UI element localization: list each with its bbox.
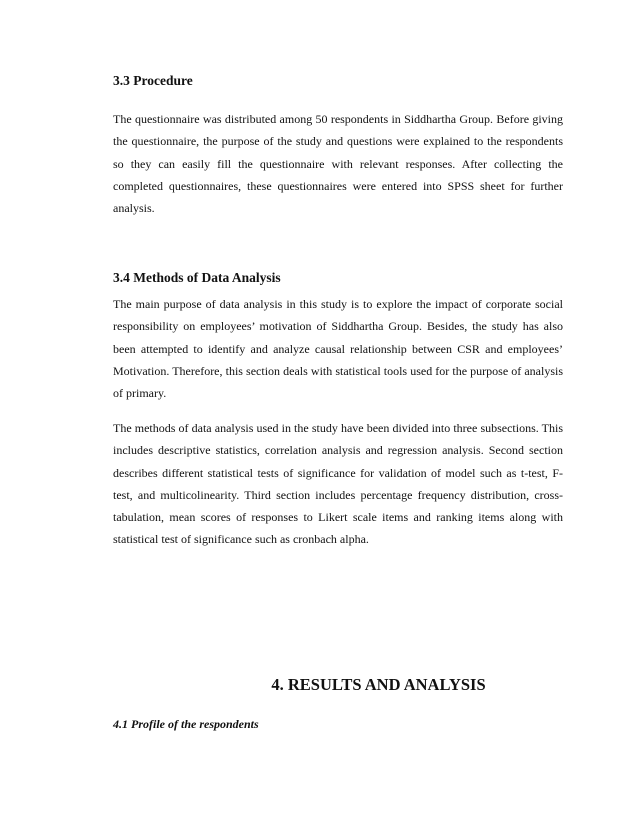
- methods-paragraph-2: The methods of data analysis used in the study have been divided into three subsections. This includes descriptive statistics, correlation analysis and regression analysis. Second section describes different statistical tests of significance for validation of model such as t-test, F-test, and multicolinearity. Third section includes percentage frequency distribution, cross-tabulation, mean scores of responses to Likert scale items and ranking items along with statistical test of significance such as cronbach alpha.: [113, 421, 563, 547]
- section-heading-methods-of-data-analysis: 3.4 Methods of Data Analysis: [113, 270, 281, 285]
- methods-paragraph-1: The main purpose of data analysis in this study is to explore the impact of corporate social responsibility on employees’ motivation of Siddhartha Group. Besides, the study has also been attempted to identify and analyze causal relationship between CSR and employees’ Motivation. Therefore, this section deals with statistical tools used for the purpose of analysis of primary.: [113, 297, 563, 401]
- subsection-heading-profile-of-respondents: 4.1 Profile of the respondents: [113, 717, 259, 731]
- chapter-title: 4. RESULTS AND ANALYSIS: [271, 675, 486, 694]
- section-heading-procedure: 3.3 Procedure: [113, 73, 193, 88]
- procedure-paragraph: The questionnaire was distributed among 50 respondents in Siddhartha Group. Before giving the questionnaire, the purpose of the study and questions were explained to the respondents so they can easily fill the questionnaire with relevant responses. After collecting the completed questionnaires, these questionnaires were entered into SPSS sheet for further analysis.: [113, 112, 563, 216]
